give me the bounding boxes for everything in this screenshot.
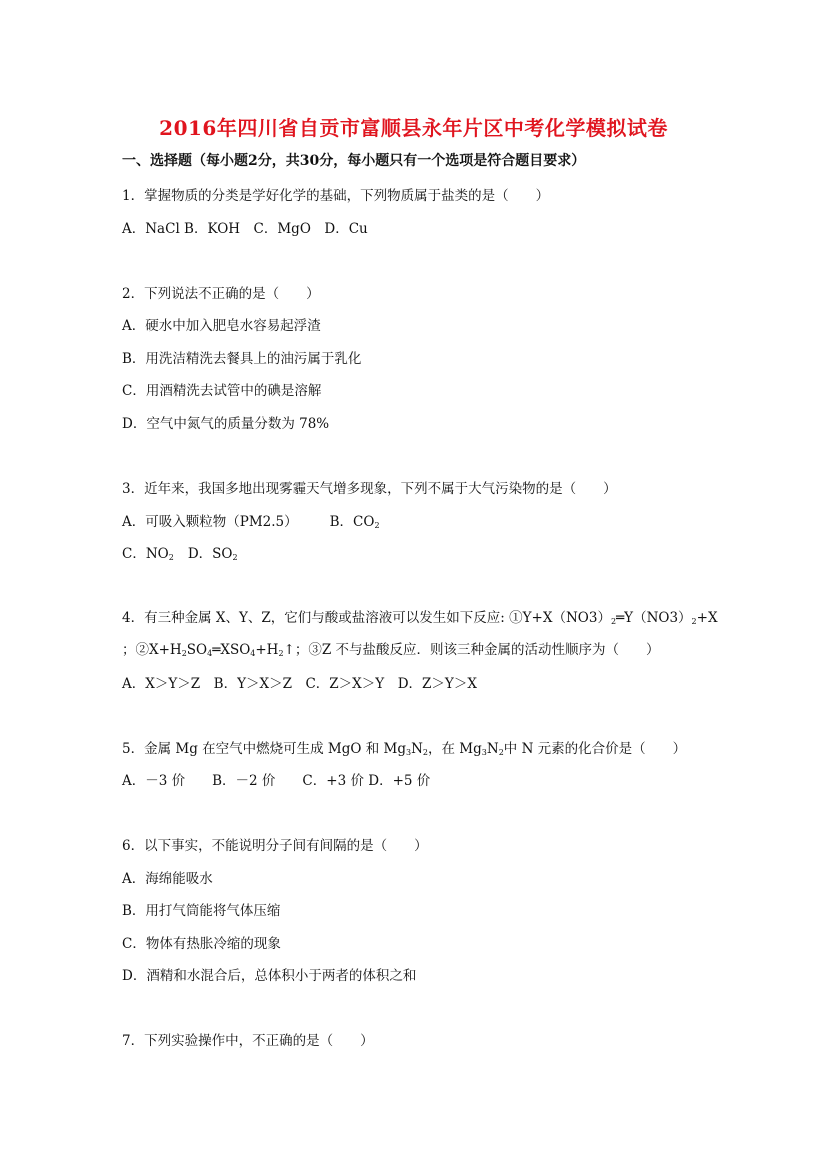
question-6-option-d: D．酒精和水混合后，总体积小于两者的体积之和 [122, 968, 417, 984]
question-3-options-ab [122, 510, 380, 530]
question-2-stem: 2．下列说法不正确的是（ ） [122, 286, 320, 302]
question-3-option-c: C．NO [122, 546, 169, 562]
question-3-option-a: A．可吸入颗粒物（PM2.5） [122, 514, 298, 530]
question-3-stem: 3．近年来，我国多地出现雾霾天气增多现象，下列不属于大气污染物的是（ ） [122, 481, 617, 497]
question-4-stem-line-1: 4．有三种金属 X、Y、Z，它们与酸或盐溶液可以发生如下反应: $①Y+X(NO3)_2═Y(NO3)_2+X$ [122, 610, 718, 626]
subscript: 2 [168, 553, 174, 562]
subscript: 2 [374, 521, 380, 530]
question-2-option-a: A．硬水中加入肥皂水容易起浮渣 [122, 318, 321, 334]
question-2-option-b: B．用洗洁精洗去餐具上的油污属于乳化 [122, 351, 362, 367]
question-6-option-a: A．海绵能吸水 [122, 871, 213, 887]
question-4-stem-line-2: ；$②X+H_2SO_4═XSO_4+H_2↑$；③Z 不与盐酸反应．则该三种金属的活动性顺序为（ ） [122, 642, 660, 658]
question-5-stem: 5．金属 Mg 在空气中燃烧可生成 MgO 和 $Mg_3N_2$，在 $Mg_3N_2$中 N 元素的化合价是（ ） [122, 741, 687, 757]
question-4-options: A．X＞Y＞Z B．Y＞X＞Z C．Z＞X＞Y D．Z＞Y＞X [122, 676, 477, 692]
question-6-option-c: C．物体有热胀冷缩的现象 [122, 936, 281, 952]
subscript: 2 [232, 553, 238, 562]
question-3-option-d: D．SO [187, 546, 233, 562]
question-6-option-b: B．用打气筒能将气体压缩 [122, 903, 281, 919]
question-1-stem: 1．掌握物质的分类是学好化学的基础，下列物质属于盐类的是（ ） [122, 188, 550, 204]
question-2-option-d: D．空气中氮气的质量分数为 78% [122, 416, 330, 432]
question-1-options: A．NaCl B．KOH C．MgO D．Cu [122, 221, 368, 237]
question-3-options-cd [122, 542, 238, 562]
page-title: 2016年四川省自贡市富顺县永年片区中考化学模拟试卷 [159, 116, 668, 140]
question-7-stem: 7．下列实验操作中，不正确的是（ ） [122, 1033, 374, 1049]
question-5-options: A．－3 价 B．－2 价 C．+3 价 D．+5 价 [122, 773, 431, 789]
section-heading: 一、选择题（每小题2分，共30分，每小题只有一个选项是符合题目要求） [122, 153, 586, 169]
question-3-option-b: B．CO [329, 514, 375, 530]
question-2-option-c: C．用酒精洗去试管中的碘是溶解 [122, 383, 322, 399]
question-6-stem: 6．以下事实，不能说明分子间有间隔的是（ ） [122, 838, 428, 854]
